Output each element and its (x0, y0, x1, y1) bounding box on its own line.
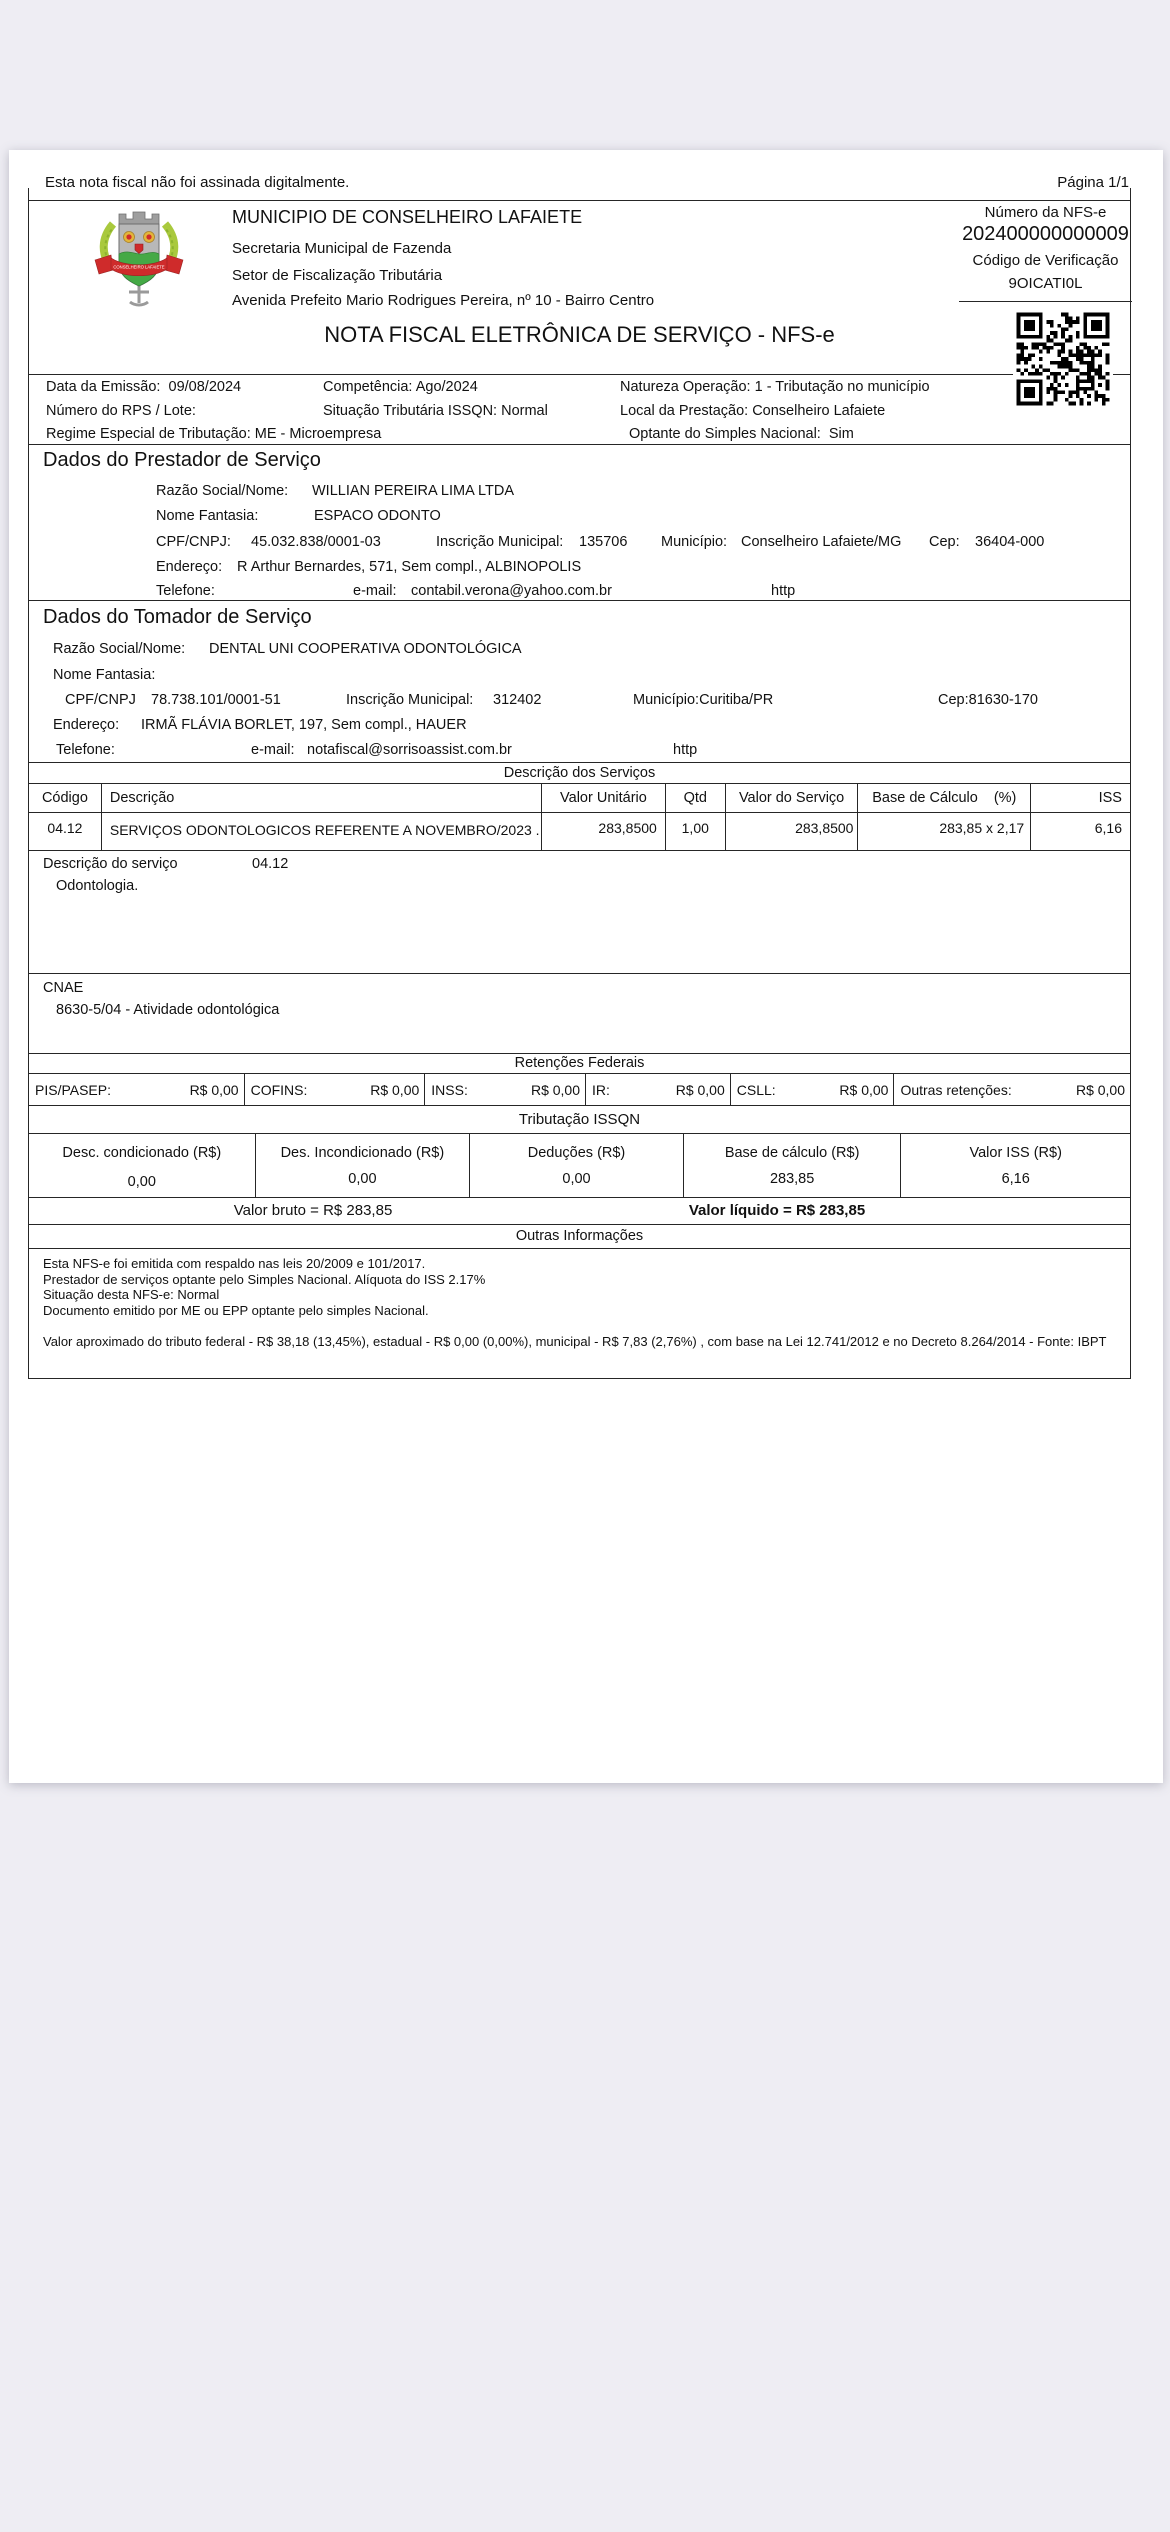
services-table-header (29, 784, 1130, 813)
rps-number (46, 403, 196, 419)
withholding-other-label: Outras retenções: (900, 1081, 1012, 1098)
simples-label: Optante do Simples Nacional: (629, 426, 821, 442)
service-unit-value-cell: 283,8500 (542, 813, 666, 850)
other-info-blank-line (43, 1318, 1124, 1334)
withholdings-title-bar (29, 1054, 1130, 1074)
service-description-text: Odontologia. (56, 878, 139, 894)
service-value-cell: 283,8500 (726, 813, 859, 850)
withholding-cofins-value: R$ 0,00 (370, 1081, 420, 1098)
service-qty-cell: 1,00 (666, 813, 726, 850)
withholding-csll (731, 1074, 895, 1105)
provider-municipality-label: Município: (661, 534, 728, 550)
provider-cnpj: 45.032.838/0001-03 (251, 534, 381, 550)
unsigned-note: Esta nota fiscal não foi assinada digitalmente. (45, 174, 350, 191)
provider-email-label: e-mail: (353, 583, 397, 599)
service-location (620, 403, 885, 419)
issqn-row (29, 1134, 1130, 1198)
col-header-qty: Qtd (666, 784, 726, 812)
col-header-iss: ISS (1098, 790, 1122, 806)
customer-cep-value: 81630-170 (968, 692, 1038, 708)
invoice-header (29, 201, 1130, 375)
customer-trade-name-label: Nome Fantasia: (53, 667, 156, 683)
page-indicator: Página 1/1 (1057, 174, 1129, 191)
operation-nature (620, 379, 930, 395)
issqn-calc-base-value: 283,85 (769, 1171, 815, 1187)
nfse-number: 202400000000009 (962, 223, 1129, 245)
tax-situation (323, 403, 548, 419)
tax-situation-value: Normal (501, 403, 548, 419)
customer-email: notafiscal@sorrisoassist.com.br (307, 742, 512, 758)
tax-situation-label: Situação Tributária ISSQN: (323, 403, 498, 419)
customer-name: DENTAL UNI COOPERATIVA ODONTOLÓGICA (209, 641, 522, 657)
withholding-pis-value: R$ 0,00 (189, 1081, 239, 1098)
services-table-row (29, 813, 1130, 851)
customer-address-label: Endereço: (53, 717, 120, 733)
net-total: Valor líquido = R$ 283,85 (688, 1202, 866, 1219)
nfse-number-label: Número da NFS-e (984, 204, 1107, 221)
document-title: NOTA FISCAL ELETRÔNICA DE SERVIÇO - NFS-e (324, 322, 835, 347)
provider-trade-name: ESPACO ODONTO (314, 508, 441, 524)
col-header-calc-base-pct: (%) (993, 790, 1017, 806)
issqn-cond-discount-value: 0,00 (127, 1174, 156, 1190)
invoice-body (28, 200, 1131, 1379)
provider-section-title: Dados do Prestador de Serviço (43, 449, 321, 471)
special-regime (46, 426, 381, 442)
simples-optant (629, 426, 854, 442)
provider-name-label: Razão Social/Nome: (156, 483, 289, 499)
issqn-uncond-discount (256, 1134, 471, 1197)
special-regime-label: Regime Especial de Tributação: (46, 426, 251, 442)
service-description-box (29, 851, 1130, 974)
emission-date-label: Data da Emissão: (46, 379, 161, 395)
qr-code (1013, 309, 1113, 409)
summary-section (29, 375, 1130, 445)
logo-banner-text: CONSELHEIRO LAFAIETE (113, 264, 165, 270)
issqn-title-bar (29, 1106, 1130, 1134)
customer-cep-label: Cep: (938, 692, 969, 708)
service-description-cell: SERVIÇOS ODONTOLOGICOS REFERENTE A NOVEMBRO/2023 . (102, 813, 542, 850)
withholding-cofins (245, 1074, 426, 1105)
services-section-title-bar (29, 763, 1130, 784)
emission-date-value: 09/08/2024 (168, 379, 242, 395)
other-info-line: Valor aproximado do tributo federal - R$ 38,18 (13,45%), estadual - R$ 0,00 (0,00%), municipal - R$ 7,83 (2,76%) , com base na Lei 12.741/2012 e no Decreto 8.264/2014 - Fonte: IBPT (43, 1333, 1107, 1349)
other-info-line: Documento emitido por ME ou EPP optante pelo simples Nacional. (43, 1302, 429, 1318)
totals-row (29, 1198, 1130, 1225)
service-location-value: Conselheiro Lafaiete (752, 403, 886, 419)
withholding-pis-label: PIS/PASEP: (35, 1081, 111, 1098)
issqn-deductions-value: 0,00 (562, 1171, 591, 1187)
issqn-uncond-discount-value: 0,00 (348, 1171, 377, 1187)
other-info-line: Prestador de serviços optante pelo Simples Nacional. Alíquota do ISS 2.17% (43, 1271, 486, 1287)
cnae-value: 8630-5/04 - Atividade odontológica (56, 1002, 280, 1018)
issqn-iss-value (901, 1134, 1130, 1197)
withholding-ir-value: R$ 0,00 (675, 1081, 725, 1098)
customer-municipality-label: Município: (633, 692, 700, 708)
nfse-id-block (959, 201, 1132, 302)
competence-value: Ago/2024 (415, 379, 478, 395)
issqn-deductions (470, 1134, 684, 1197)
other-info-title-bar (29, 1225, 1130, 1249)
verification-code-label: Código de Verificação (972, 252, 1119, 269)
customer-name-label: Razão Social/Nome: (53, 641, 186, 657)
withholding-ir (586, 1074, 731, 1105)
issqn-iss-value-label: Valor ISS (R$) (969, 1145, 1062, 1161)
secretariat: Secretaria Municipal de Fazenda (232, 240, 452, 257)
customer-municipality (633, 692, 773, 708)
withholding-pis (29, 1074, 245, 1105)
service-code-cell: 04.12 (29, 813, 102, 850)
issqn-title: Tributação ISSQN (518, 1111, 641, 1128)
emission-date (46, 379, 241, 395)
col-header-calc-base-text: Base de Cálculo (872, 790, 978, 806)
provider-http-label: http (771, 583, 796, 599)
provider-cep-label: Cep: (929, 534, 960, 550)
top-right-tick (1130, 188, 1131, 200)
service-description-label: Descrição do serviço (43, 856, 178, 872)
top-left-tick (28, 188, 29, 200)
provider-municipality: Conselheiro Lafaiete/MG (741, 534, 902, 550)
provider-address-label: Endereço: (156, 559, 223, 575)
provider-cep: 36404-000 (975, 534, 1045, 550)
other-info-line: Situação desta NFS-e: Normal (43, 1287, 220, 1302)
provider-address: R Arthur Bernardes, 571, Sem compl., ALBINOPOLIS (237, 559, 582, 575)
issqn-deductions-label: Deduções (R$) (527, 1145, 626, 1161)
withholding-csll-value: R$ 0,00 (839, 1081, 889, 1098)
invoice-page (9, 150, 1163, 1783)
provider-municipal-registration-label: Inscrição Municipal: (436, 534, 564, 550)
competence (323, 379, 478, 395)
special-regime-value: ME - Microempresa (254, 426, 382, 442)
service-calc-base-cell: 283,85 x 2,17 (858, 813, 1031, 850)
municipality-name: MUNICIPIO DE CONSELHEIRO LAFAIETE (232, 207, 583, 227)
customer-phone-label: Telefone: (56, 742, 115, 758)
issqn-calc-base-label: Base de cálculo (R$) (724, 1145, 860, 1161)
provider-section (29, 445, 1130, 601)
operation-nature-value: 1 - Tributação no município (754, 379, 930, 395)
service-description-code: 04.12 (252, 856, 289, 872)
customer-cnpj: 78.738.101/0001-51 (151, 692, 281, 708)
withholdings-title: Retenções Federais (514, 1055, 645, 1071)
withholding-other-value: R$ 0,00 (1075, 1081, 1126, 1098)
customer-municipal-registration: 312402 (493, 692, 542, 708)
provider-email: contabil.verona@yahoo.com.br (411, 583, 612, 599)
municipality-coat-of-arms-icon (89, 206, 189, 310)
other-info-title: Outras Informações (515, 1228, 644, 1244)
municipality-address: Avenida Prefeito Mario Rodrigues Pereira, nº 10 - Bairro Centro (232, 292, 655, 309)
competence-label: Competência: (323, 379, 413, 395)
col-header-service-value: Valor do Serviço (726, 784, 859, 812)
customer-cep (938, 692, 1038, 708)
col-header-description: Descrição (102, 784, 542, 812)
rps-label: Número do RPS / Lote: (46, 403, 196, 419)
issqn-cond-discount-label: Desc. condicionado (R$) (62, 1145, 222, 1161)
service-location-label: Local da Prestação: (620, 403, 749, 419)
col-header-unit-value: Valor Unitário (542, 784, 666, 812)
gross-total: Valor bruto = R$ 283,85 (233, 1202, 393, 1219)
operation-nature-label: Natureza Operação: (620, 379, 751, 395)
issqn-uncond-discount-label: Des. Incondicionado (R$) (280, 1145, 445, 1161)
customer-section-title: Dados do Tomador de Serviço (43, 606, 312, 628)
withholding-inss-value: R$ 0,00 (530, 1081, 580, 1098)
services-section-title: Descrição dos Serviços (503, 765, 656, 781)
other-info-box (29, 1249, 1130, 1378)
withholding-inss (425, 1074, 586, 1105)
customer-email-label: e-mail: (251, 742, 295, 758)
customer-address: IRMÃ FLÁVIA BORLET, 197, Sem compl., HAUER (141, 717, 467, 733)
issqn-calc-base (684, 1134, 902, 1197)
withholding-other (894, 1074, 1130, 1105)
withholding-inss-label: INSS: (431, 1081, 468, 1098)
provider-cnpj-label: CPF/CNPJ: (156, 534, 231, 550)
provider-phone-label: Telefone: (156, 583, 215, 599)
withholding-cofins-label: COFINS: (250, 1081, 308, 1098)
provider-municipal-registration: 135706 (579, 534, 628, 550)
issqn-iss-value-value: 6,16 (1001, 1171, 1030, 1187)
issqn-cond-discount (29, 1134, 256, 1197)
customer-municipality-value: Curitiba/PR (699, 692, 774, 708)
customer-cnpj-label: CPF/CNPJ (65, 692, 136, 708)
withholding-csll-label: CSLL: (736, 1081, 776, 1098)
cnae-label: CNAE (43, 980, 84, 996)
other-info-line: Esta NFS-e foi emitida com respaldo nas leis 20/2009 e 101/2017. (43, 1256, 426, 1271)
provider-name: WILLIAN PEREIRA LIMA LTDA (312, 483, 514, 499)
service-iss-cell: 6,16 (1094, 820, 1122, 836)
customer-municipal-registration-label: Inscrição Municipal: (346, 692, 474, 708)
customer-http-label: http (673, 742, 698, 758)
col-header-calc-base (858, 784, 1031, 812)
col-header-code: Código (29, 784, 102, 812)
cnae-box (29, 974, 1130, 1054)
verification-code: 9OICATI0L (1008, 275, 1083, 292)
customer-section (29, 601, 1130, 763)
simples-value: Sim (828, 426, 854, 442)
tax-sector: Setor de Fiscalização Tributária (232, 267, 443, 284)
provider-trade-name-label: Nome Fantasia: (156, 508, 259, 524)
withholding-ir-label: IR: (592, 1081, 610, 1098)
withholdings-row (29, 1074, 1130, 1106)
